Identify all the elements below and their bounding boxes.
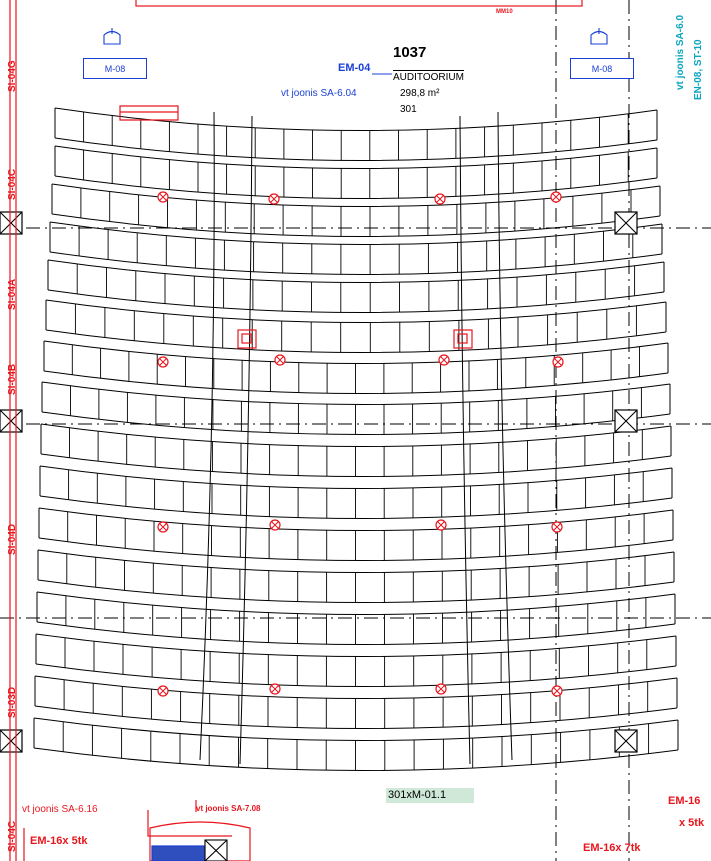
ref-sa-6-16: vt joonis SA-6.16 xyxy=(22,804,98,815)
label-em-16-x7tk: EM-16x 7tk xyxy=(583,842,641,854)
label-em-16-right-bottom: x 5tk xyxy=(679,817,705,829)
grid-label-si-04c-upper: SI-04C xyxy=(7,168,18,200)
fixture-markers xyxy=(158,192,563,696)
grid-label-si-04d: SI-04D xyxy=(7,523,18,555)
room-area: 298,8 m² xyxy=(400,88,440,99)
room-name: AUDITOORIUM xyxy=(393,72,464,83)
projector-symbols xyxy=(104,28,607,44)
device-label: M-08 xyxy=(104,63,126,74)
grid-label-si-04c-lower: SI-04C xyxy=(7,820,18,852)
ref-en-08-st-10: EN-08, ST-10 xyxy=(693,39,704,100)
device-box-m08-left[interactable] xyxy=(83,58,147,79)
bottom-tag-label: 301xM-01.1 xyxy=(388,789,447,801)
grid-label-si-04g: SI-04G xyxy=(7,60,18,92)
device-box-m08-right[interactable] xyxy=(570,58,634,79)
grid-label-si-04b: SI-04B xyxy=(7,363,18,395)
room-number: 1037 xyxy=(393,44,427,61)
ref-sa-6-0-right: vt joonis SA-6.0 xyxy=(675,14,686,90)
grid-label-si-03d: SI-03D xyxy=(7,686,18,718)
room-code: 301 xyxy=(400,104,417,115)
ref-sa-6-04: vt joonis SA-6.04 xyxy=(281,88,357,99)
label-em-16-x5tk-left: EM-16x 5tk xyxy=(30,835,88,847)
label-em-04: EM-04 xyxy=(338,62,371,74)
label-em-16-right-top: EM-16 xyxy=(668,795,701,807)
ref-sa-7-08: vt joonis SA-7.08 xyxy=(196,804,261,813)
label-mm10: MM10 xyxy=(496,9,513,15)
grid-label-si-04a: SI-04A xyxy=(7,278,18,310)
device-label: M-08 xyxy=(591,63,613,74)
